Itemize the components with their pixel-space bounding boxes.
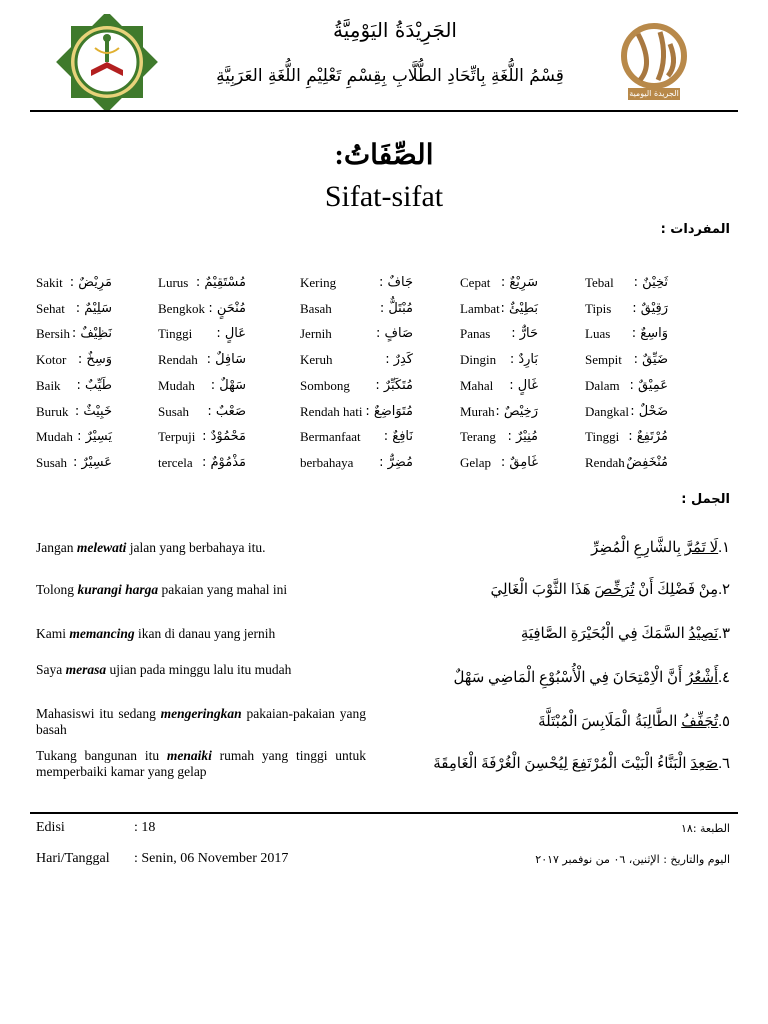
vocab-latin: Dangkal bbox=[585, 403, 630, 419]
vocab-latin: Susah bbox=[36, 454, 68, 470]
sentence-text: jalan yang berbahaya itu. bbox=[126, 540, 266, 555]
vocab-arabic: ثَخِيْنٌ : bbox=[633, 275, 668, 290]
vocab-latin: Gelap bbox=[460, 454, 492, 470]
vocab-row bbox=[0, 300, 768, 324]
vocab-arabic: صَافٍ : bbox=[376, 326, 413, 342]
date-arabic: اليوم والتاريخ : الإثنين، ٠٦ من نوفمبر ٢٠١٧ bbox=[535, 853, 730, 866]
sentence-arabic-text: أَنَّ الْاِمْتِحَانَ فِي الْأُسْبُوْعِ الْمَاضِي سَهْلٌ bbox=[453, 670, 686, 686]
sentence-text: Kami bbox=[36, 626, 70, 641]
newspaper-subtitle: قِسْمُ اللُّغَةِ بِاتِّحَادِ الطُّلَّابِ بِقِسْمِ تَعْلِيْمِ اللُّغَةِ العَرَبِيَّةِ bbox=[216, 66, 564, 86]
vocab-latin: Luas bbox=[585, 326, 611, 342]
sentence-text: ikan di danau yang jernih bbox=[134, 626, 276, 641]
vocab-latin: Rendah hati bbox=[300, 403, 363, 419]
vocab-row bbox=[0, 403, 768, 427]
vocab-arabic: خَبِيْثٌ : bbox=[74, 403, 112, 419]
edition-label: Edisi bbox=[36, 820, 65, 835]
vocab-row bbox=[0, 351, 768, 375]
vocab-arabic: كَدِرٌ : bbox=[385, 352, 413, 368]
vocab-arabic: عَمِيْقٌ : bbox=[629, 377, 668, 393]
vocab-latin: Buruk bbox=[36, 403, 69, 419]
vocab-latin: Terpuji bbox=[158, 429, 196, 445]
sentence-arabic bbox=[370, 624, 730, 643]
sentence-arabic-text: الطَّالِبَةُ الْمَلَابِسَ الْمُبْتَلَّةَ bbox=[538, 714, 682, 730]
sentence-arabic-keyword: صَعِدَ bbox=[690, 756, 719, 772]
sentence-arabic-keyword: تُرَخِّصَ bbox=[594, 582, 635, 598]
logo-caption: الجريدة اليومية bbox=[629, 89, 679, 98]
vocab-row bbox=[0, 274, 768, 298]
sentence-text: ujian pada minggu lalu itu mudah bbox=[106, 662, 292, 677]
vocab-arabic: صَعْبٌ : bbox=[207, 403, 246, 419]
vocab-arabic: مُرْتَفِعٌ : bbox=[628, 429, 668, 445]
page-title-latin: Sifat-sifat bbox=[324, 180, 444, 213]
date-label: Hari/Tanggal bbox=[36, 851, 110, 866]
sentence-indonesian bbox=[36, 748, 366, 780]
vocab-latin: Dalam bbox=[585, 377, 620, 393]
vocab-arabic: حَارٌّ : bbox=[511, 326, 538, 342]
sentence-arabic-keyword: لَا تَمُرَّ bbox=[684, 540, 719, 556]
vocab-latin: Dingin bbox=[460, 352, 497, 368]
sentence-text: Tukang bangunan itu bbox=[36, 748, 167, 763]
sentence-keyword: merasa bbox=[65, 662, 107, 677]
vocab-latin: Bengkok bbox=[158, 300, 205, 316]
vocab-arabic: مُنِيْرٌ : bbox=[507, 429, 538, 445]
vocab-latin: Lurus bbox=[158, 275, 189, 290]
vocab-latin: Baik bbox=[36, 377, 61, 393]
vocab-latin: Jernih bbox=[300, 326, 332, 342]
sentence-arabic bbox=[370, 754, 730, 773]
sentence-text: Saya bbox=[36, 662, 66, 677]
vocab-arabic: مُبْتَلٌّ : bbox=[379, 300, 413, 316]
sentence-text: Mahasiswi itu sedang bbox=[36, 706, 161, 721]
sentence-keyword: menaiki bbox=[166, 748, 212, 763]
vocab-arabic: مُضِرٌّ : bbox=[379, 454, 413, 470]
sentence-number: ٤. bbox=[718, 670, 730, 686]
sentences-label: الجمل : bbox=[681, 492, 730, 507]
sentence-indonesian bbox=[36, 662, 366, 678]
vocab-latin: Mudah bbox=[36, 429, 73, 445]
vocab-latin: Rendah bbox=[585, 454, 625, 470]
sentence-keyword: mengeringkan bbox=[160, 706, 242, 721]
sentence-indonesian bbox=[36, 540, 366, 556]
vocab-arabic: مَرِيْضٌ : bbox=[69, 275, 112, 290]
vocab-latin: Sehat bbox=[36, 300, 65, 316]
vocab-latin: tercela bbox=[158, 454, 193, 470]
sentence-arabic bbox=[370, 712, 730, 731]
vocab-latin: Sakit bbox=[36, 275, 63, 290]
vocab-latin: Keruh bbox=[300, 352, 333, 368]
sentence-arabic-text: مِنْ فَضْلِكَ أَنْ bbox=[634, 582, 719, 598]
vocab-arabic: نَظِيْفٌ : bbox=[71, 326, 112, 342]
vocab-latin: Bermanfaat bbox=[300, 429, 361, 445]
vocab-arabic: نَافِعٌ : bbox=[383, 429, 413, 445]
sentence-text: Tolong bbox=[36, 582, 78, 597]
vocab-arabic: رَخِيْصٌ : bbox=[495, 403, 538, 419]
sentence-arabic-text: السَّمَكَ فِي الْبُحَيْرَةِ الصَّافِيَةِ bbox=[520, 626, 689, 642]
sentence-indonesian bbox=[36, 582, 366, 598]
header-divider bbox=[30, 110, 738, 112]
vocab-latin: Tinggi bbox=[158, 326, 193, 342]
edition-arabic: الطبعة :١٨ bbox=[681, 822, 730, 835]
sentence-keyword: kurangi harga bbox=[77, 582, 159, 597]
vocab-latin: Tipis bbox=[585, 300, 612, 316]
vocab-arabic: يَسِيْرٌ : bbox=[77, 429, 112, 445]
vocab-arabic: سَهْلٌ : bbox=[210, 377, 246, 393]
vocab-arabic: رَقِيْقٌ : bbox=[632, 300, 668, 316]
vocab-latin: Basah bbox=[300, 300, 332, 316]
vocab-arabic: مُتَوَاضِعٌ : bbox=[365, 403, 413, 419]
vocab-latin: Bersih bbox=[36, 326, 70, 342]
sentence-arabic-keyword: تُجَفِّفُ bbox=[681, 714, 719, 730]
vocab-latin: Tinggi bbox=[585, 429, 620, 445]
sentence-number: ٢. bbox=[718, 582, 730, 598]
vocab-arabic: جَافٌ : bbox=[379, 275, 413, 290]
vocab-arabic: ضَيِّقٌ : bbox=[633, 352, 668, 368]
vocab-row bbox=[0, 428, 768, 452]
vocab-arabic: بَطِيْئٌ : bbox=[500, 300, 538, 316]
sentence-arabic-text: بِالشَّارِعِ الْمُضِرِّ bbox=[591, 540, 685, 556]
sentence-number: ١. bbox=[718, 540, 730, 556]
vocab-latin: Sempit bbox=[585, 352, 622, 368]
vocab-arabic: وَاسِعٌ : bbox=[631, 326, 668, 342]
sentence-indonesian bbox=[36, 626, 366, 642]
vocab-arabic: مَحْمُوْدٌ : bbox=[202, 429, 246, 445]
newspaper-title: الجَرِيْدَةُ اليَوْمِيَّةُ bbox=[333, 18, 457, 42]
vocab-latin: Susah bbox=[158, 403, 190, 419]
page-title-arabic: الصِّفَاتُ: bbox=[334, 140, 434, 171]
sentence-number: ٦. bbox=[718, 756, 730, 772]
vocab-latin: Murah bbox=[460, 403, 495, 419]
vocab-arabic: غَالٍ : bbox=[509, 377, 538, 393]
vocab-latin: Lambat bbox=[460, 300, 500, 316]
vocab-arabic: وَسِخٌ : bbox=[77, 352, 112, 368]
vocab-latin: Terang bbox=[460, 429, 496, 445]
date-value: : Senin, 06 November 2017 bbox=[134, 851, 289, 866]
vocab-arabic: مُنْحَنٍ : bbox=[208, 300, 246, 316]
vocab-latin: Sombong bbox=[300, 377, 350, 393]
vocab-arabic: مُتَكَبِّرٌ : bbox=[375, 377, 413, 393]
sentence-arabic bbox=[370, 538, 730, 557]
sentence-arabic-text: الْبَنَّاءُ الْبَيْتَ الْمُرْتَفِعَ لِيُحْسِنَ الْغُرْفَةَ الْغَامِقَةَ bbox=[433, 756, 691, 772]
sentence-arabic-keyword: أَشْعُرُ bbox=[685, 670, 719, 686]
sentence-number: ٥. bbox=[718, 714, 730, 730]
vocab-latin: Panas bbox=[460, 326, 491, 342]
vocab-arabic: غَامِقٌ : bbox=[500, 454, 538, 470]
vocab-arabic: مُنْخَفِضٌ : bbox=[617, 454, 668, 470]
sentence-arabic-text: هَذَا الثَّوْبَ الْغَالِيَ bbox=[490, 582, 595, 598]
sentence-arabic-keyword: نَصِيْدُ bbox=[688, 626, 719, 642]
sentence-keyword: melewati bbox=[76, 540, 127, 555]
vocab-arabic: سَلِيْمٌ : bbox=[75, 300, 112, 316]
vocab-latin: Rendah bbox=[158, 352, 198, 368]
vocab-arabic: سَافِلٌ : bbox=[206, 352, 246, 368]
vocab-row bbox=[0, 454, 768, 478]
edition-value: : 18 bbox=[134, 820, 156, 835]
vocab-label: المفردات : bbox=[660, 222, 730, 237]
vocab-latin: Kotor bbox=[36, 352, 67, 368]
vocab-row bbox=[0, 377, 768, 401]
vocab-arabic: مَذْمُوْمٌ : bbox=[201, 454, 246, 470]
vocab-arabic: عَالٍ : bbox=[216, 326, 246, 342]
newspaper-logo-right bbox=[598, 14, 710, 106]
vocab-latin: Mahal bbox=[460, 377, 494, 393]
vocab-latin: Cepat bbox=[460, 275, 491, 290]
vocab-row bbox=[0, 325, 768, 349]
sentence-indonesian bbox=[36, 706, 366, 738]
vocab-latin: berbahaya bbox=[300, 454, 354, 470]
vocab-arabic: سَرِيْعٌ : bbox=[500, 275, 538, 290]
sentence-text: Jangan bbox=[36, 540, 77, 555]
sentence-arabic bbox=[370, 668, 730, 687]
vocab-arabic: عَسِيْرٌ : bbox=[73, 454, 112, 470]
sentence-keyword: memancing bbox=[69, 626, 135, 641]
vocab-latin: Kering bbox=[300, 275, 337, 290]
sentence-text: pakaian-pakaian yang basah bbox=[36, 706, 366, 737]
sentence-number: ٣. bbox=[718, 626, 730, 642]
sentence-text: pakaian yang mahal ini bbox=[158, 582, 288, 597]
vocab-latin: Mudah bbox=[158, 377, 195, 393]
footer-divider bbox=[30, 812, 738, 814]
sentence-arabic bbox=[370, 580, 730, 599]
sentence-text: rumah yang tinggi untuk memperbaiki kamar yang gelap bbox=[36, 748, 367, 779]
vocab-arabic: طَيِّبٌ : bbox=[76, 377, 112, 393]
vocab-latin: Tebal bbox=[585, 275, 614, 290]
vocab-arabic: بَارِدٌ : bbox=[509, 352, 538, 368]
vocab-arabic: ضَحْلٌ : bbox=[630, 403, 668, 419]
vocab-arabic: مُسْتَقِيْمٌ : bbox=[195, 275, 246, 290]
organization-logo-left bbox=[48, 14, 166, 110]
